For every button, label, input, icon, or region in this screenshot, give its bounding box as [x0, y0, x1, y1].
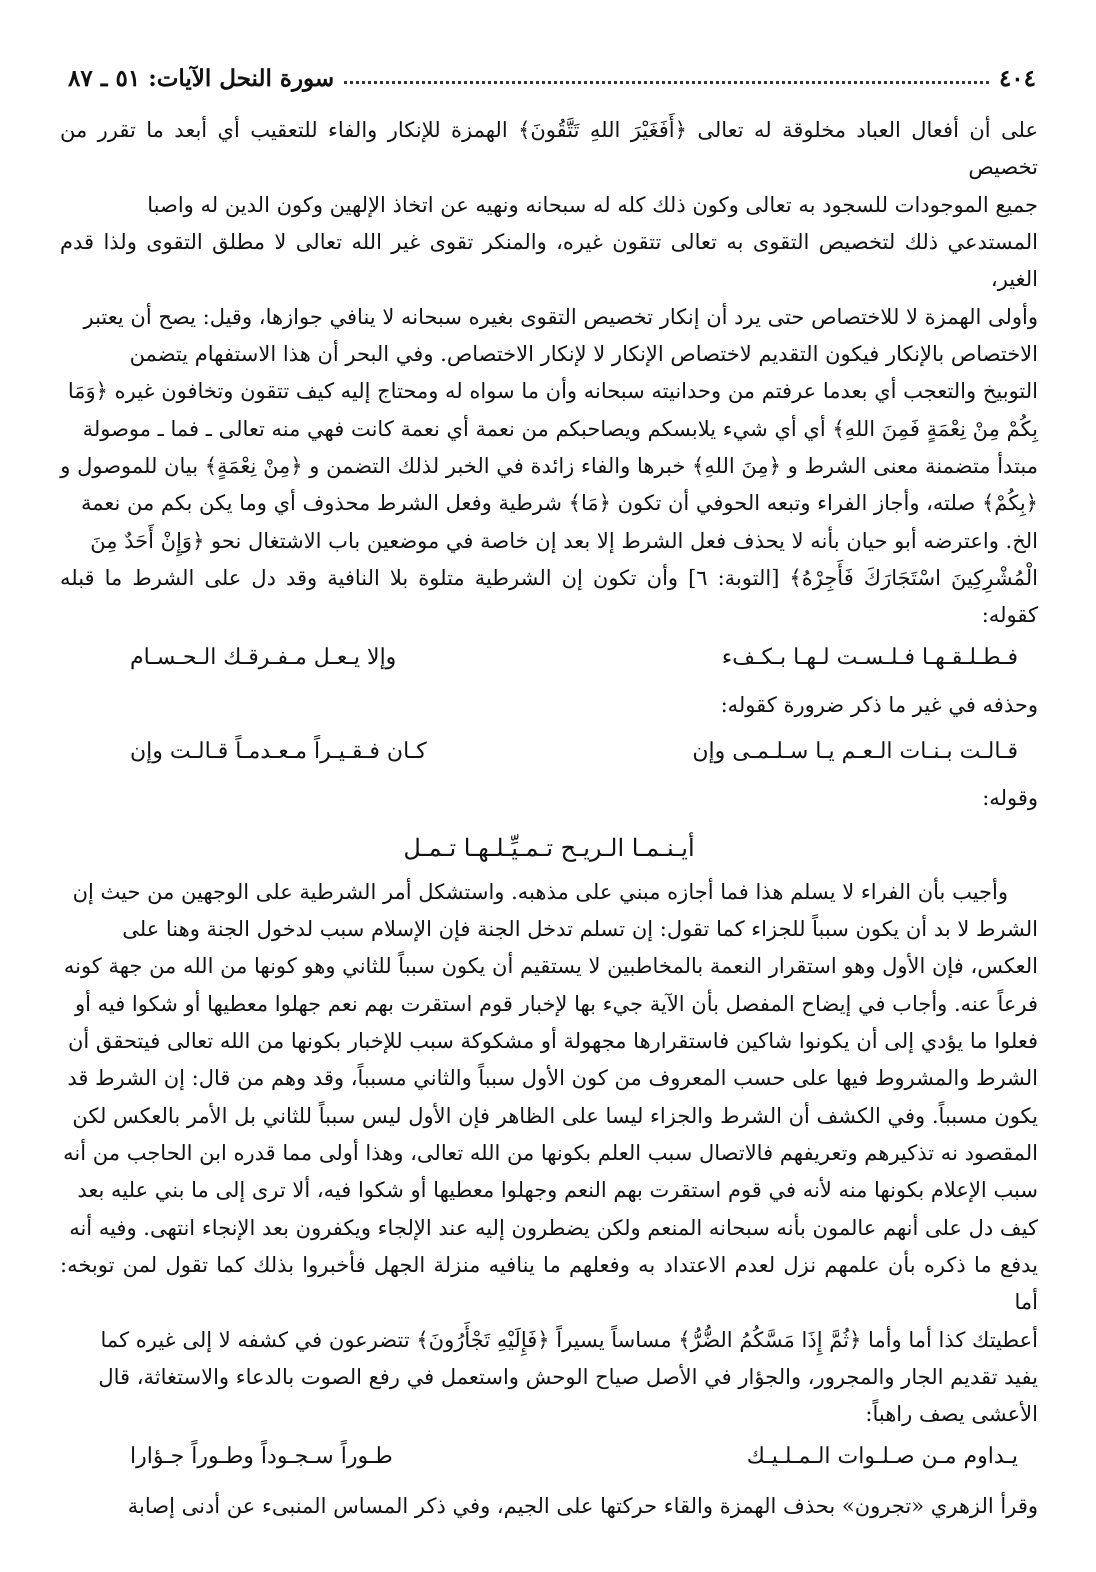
- running-title: سورة النحل الآيات: ٥١ ـ ٨٧: [68, 64, 335, 92]
- text-line: التوبيخ والتعجب أي بعدما عرفتم من وحدانيته سبحانه وأن ما سواه له ومحتاج إليه كيف تتقون وتخافون غيره ﴿وَمَا: [67, 379, 1038, 404]
- text-line: فعلوا ما يؤدي إلى أن يكونوا شاكين فاستقرارها مجهولة أو مشكوكة سبب للإخبار بكونها من الله تعالى فيتحقق أن: [67, 1028, 1038, 1053]
- text-line: المستدعي ذلك لتخصيص التقوى به تعالى تتقون غيره، والمنكر تقوى غير الله تعالى لا مطلق التقوى ولذا قدم الغير،: [60, 230, 1038, 292]
- poem-verse-3: أيـنـمـا الـريـح تـمـيِّـلـهـا تـمـل: [403, 833, 695, 862]
- text-line: وحذفه في غير ما ذكر ضرورة كقوله:: [720, 692, 1038, 717]
- text-line: كيف دل على أنهم عالمون بأنه سبحانه المنعم ولكن يضطرون إليه عند الإلجاء ويكفرون بعد الإنجاء انتهى. وفيه أنه: [69, 1215, 1038, 1240]
- text-line: فرعاً عنه. وأجاب في إيضاح المفصل بأن الآية جيء بها لإخبار قوم استقرت بهم نعم جهلوا معطيها أو شكوا فيه أو: [74, 991, 1038, 1016]
- verse-second-hemistich: وإلا يـعـل مـفـرقـك الـحـسـام: [130, 645, 397, 671]
- text-line: الشرط والمشروط فيها على حسب المعروف من كون الأول سبباً والثاني مسبباً، وقد وهم من قال: إن الشرط قد: [67, 1066, 1038, 1091]
- page-number: ٤٠٤: [998, 64, 1036, 92]
- text-line: بِكُمْ مِنْ نِعْمَةٍ فَمِنَ اللهِ﴾ أي أي شيء يلابسكم ويصاحبكم من نعمة أي نعمة كانت فهي منه تعالى ـ فما ـ موصولة: [82, 416, 1038, 441]
- text-line: الاختصاص بالإنكار فيكون التقديم لاختصاص الإنكار لا لإنكار الاختصاص. وفي البحر أن هذا الاستفهام يتضمن: [129, 342, 1038, 367]
- text-line: أعطيتك كذا أما وأما ﴿ثُمَّ إِذَا مَسَّكُمُ الضُّرُّ﴾ مساساً يسيراً ﴿فَإِلَيْهِ تَجْأَرُونَ﴾ تتضرعون في كشفه لا إلى غيره كما: [100, 1327, 1038, 1352]
- text-line: سبب الإعلام بكونها منه لأنه في قوم استقرت بهم النعم وجهلوا معطيها أو شكوا فيه، ألا ترى إلى ما بني عليه بعد: [77, 1178, 1038, 1203]
- poem-verse-4: [60, 1434, 1038, 1480]
- verse-second-hemistich: طـوراً سـجـوداً وطـوراً جـؤارا: [130, 1444, 393, 1470]
- verse-first-hemistich: قـالـت بـنـات الـعـم يـا سـلـمـى وإن: [692, 738, 1018, 764]
- poem-verse-2: [60, 728, 1038, 774]
- text-line: يدفع ما ذكره بأن علمهم نزل لعدم الاعتداد به وفعلهم ما ينافيه منزلة الجهل فأخبروا بذلك كما تقول لمن توبخه: أما: [60, 1252, 1038, 1315]
- text-line: الخ. واعترضه أبو حيان بأنه لا يحذف فعل الشرط إلا بعد إن خاصة في موضعين باب الاشتغال نحو ﴿وَإِنْ أَحَدٌ مِنَ: [90, 528, 1038, 553]
- verse-first-hemistich: يـداوم مـن صـلـوات الـمـلـيـك: [746, 1444, 1018, 1470]
- text-line: يفيد تقديم الجار والمجرور، والجؤار في الأصل صياح الوحش واستعمل في رفع الصوت بالدعاء والاستغاثة، قال: [98, 1364, 1038, 1389]
- text-line: المقصود نه تذكيرهم وتعريفهم فالاتصال سبب العلم بكونها من الله تعالى، وهذا أولى مما قدره ابن الحاجب من أنه: [63, 1140, 1038, 1165]
- header-dotted-leader: [344, 81, 989, 84]
- poem-verse-1: [60, 635, 1038, 681]
- verse-first-hemistich: فـطـلـقـهـا فـلـسـت لـهـا بـكـفء: [721, 645, 1018, 671]
- text-line: العكس، فإن الأول وهو استقرار النعمة بالمخاطبين لا يستقيم أن يكون سبباً للثاني وهو كونها من الله من جهة كونه: [63, 954, 1038, 979]
- page-body: [60, 112, 1038, 1525]
- text-line: الشرط لا بد أن يكون سبباً للجزاء كما تقول: إن تسلم تدخل الجنة فإن الإسلام سبب لدخول الجنة وهنا على: [122, 916, 1038, 941]
- text-line: الْمُشْرِكِينَ اسْتَجَارَكَ فَأَجِرْهُ﴾ [التوبة: ٦] وأن تكون إن الشرطية متلوة بلا النافية وقد دل على الشرط ما قبله كقوله:: [60, 566, 1038, 628]
- text-line: الأعشى يصف راهباً:: [865, 1402, 1038, 1427]
- text-line: يكون مسبباً. وفي الكشف أن الشرط والجزاء ليسا على الظاهر فإن الأول ليس سبباً للثاني بل الأمر بالعكس لكن: [72, 1103, 1038, 1128]
- paragraph-1: [60, 112, 1038, 635]
- text-line: جميع الموجودات للسجود به تعالى وكون ذلك كله له سبحانه ونهيه عن اتخاذ الإلهين وكون الدين له واصبا: [147, 192, 1038, 217]
- text-line: وقرأ الزهري «تجرون» بحذف الهمزة والقاء حركتها على الجيم، وفي ذكر المساس المنبىء عن أدنى إصابة: [127, 1493, 1038, 1518]
- text-line: ﴿بِكُمْ﴾ صلته، وأجاز الفراء وتبعه الحوفي أن تكون ﴿مَا﴾ شرطية وفعل الشرط محذوف أي وما يكن بكم من نعمة: [80, 491, 1038, 516]
- text-line: وقوله:: [982, 786, 1038, 811]
- text-line: وأولى الهمزة لا للاختصاص حتى يرد أن إنكار تخصيص التقوى بغيره سبحانه لا ينافي جوازها، وقيل: يصح أن يعتبر: [83, 304, 1038, 329]
- paragraph-2: [60, 874, 1038, 1434]
- page-header: [68, 58, 1036, 98]
- text-line: وأجيب بأن الفراء لا يسلم هذا فما أجازه مبني على مذهبه. واستشكل أمر الشرطية على الوجهين من حيث إن: [72, 879, 1008, 904]
- text-line: على أن أفعال العباد مخلوقة له تعالى ﴿أَفَغَيْرَ اللهِ تَتَّقُونَ﴾ الهمزة للإنكار والفاء للتعقيب أي أبعد ما تقرر من تخصيص: [60, 118, 1038, 180]
- text-line: مبتدأ متضمنة معنى الشرط و ﴿مِنَ اللهِ﴾ خبرها والفاء زائدة في الخبر لذلك التضمن و ﴿مِنْ نِعْمَةٍ﴾ بيان للموصول و: [60, 454, 1038, 479]
- verse-second-hemistich: كـان فـقـيـراً مـعـدمـاً قـالـت وإن: [130, 738, 427, 764]
